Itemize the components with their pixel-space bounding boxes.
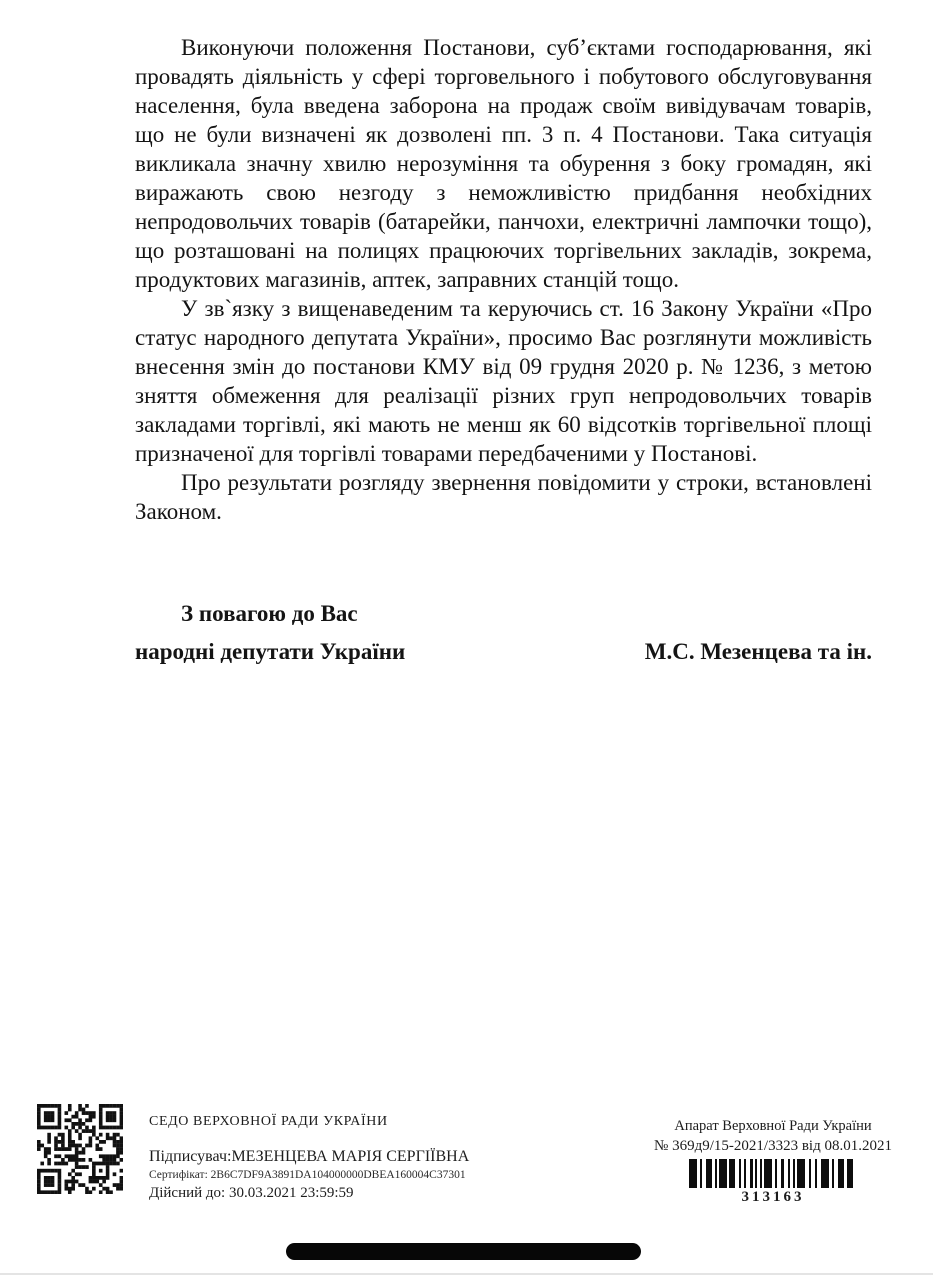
registration-number-label: № 369д9/15-2021/3323 від 08.01.2021 (654, 1138, 892, 1154)
home-indicator-handle[interactable] (286, 1243, 641, 1260)
qr-code-icon (37, 1104, 123, 1194)
stamps-footer (37, 1104, 893, 1206)
bottom-divider (0, 1273, 933, 1275)
esign-certificate-label: Сертифікат: 2B6C7DF9A3891DA104000000DBEA160004C37301 (149, 1169, 466, 1181)
letter-body (135, 33, 872, 526)
letter-paragraph-2: У зв`язку з вищенаведеним та керуючись ст. 16 Закону України «Про статус народного депутата України», просимо Вас розглянути можливість внесення змін до постанови КМУ від 09 грудня 2020 р. № 1236, з метою зняття обмеження для реалізації різних груп непродовольчих товарів закладами торгівлі, які мають не менш як 60 відсотків торгівельної площі призначеної для торгівлі товарами передбаченими у Постанові. (135, 296, 872, 466)
barcode-icon (689, 1159, 857, 1188)
signature-block (135, 599, 872, 666)
registration-stamp (653, 1104, 893, 1206)
letter-paragraph-1: Виконуючи положення Постанови, суб’єктами господарювання, які провадять діяльність у сфері торговельного і побутового обслуговування населення, була введена заборона на продаж своїм вивідувачам товарів, що не були визначені як дозволені пп. 3 п. 4 Постанови. Така ситуація викликала значну хвилю нерозуміння та обурення з боку громадян, які виражають свою незгоду з неможливістю придбання необхідних непродовольчих товарів (батарейки, панчохи, електричні лампочки тощо), що розташовані на полицях працюючих торгівельних закладів, зокрема, продуктових магазинів, аптек, заправних станцій тощо. (135, 35, 872, 292)
esign-system-label: СЕДО ВЕРХОВНОЇ РАДИ УКРАЇНИ (149, 1114, 388, 1129)
signature-signers: народні депутати України (135, 639, 406, 664)
signature-salutation: З повагою до Вас (181, 601, 358, 626)
esign-signer-label: Підписувач:МЕЗЕНЦЕВА МАРІЯ СЕРГІЇВНА (149, 1148, 470, 1165)
registration-office-label: Апарат Верховної Ради України (674, 1118, 872, 1134)
esign-stamp (149, 1104, 469, 1202)
letter-paragraph-3: Про результати розгляду звернення повідомити у строки, встановлені Законом. (135, 470, 872, 524)
signature-name: М.С. Мезенцева та ін. (644, 639, 872, 664)
esign-validity-label: Дійсний до: 30.03.2021 23:59:59 (149, 1185, 354, 1201)
barcode-number-label: 313163 (741, 1189, 805, 1205)
signature-row (135, 637, 872, 666)
